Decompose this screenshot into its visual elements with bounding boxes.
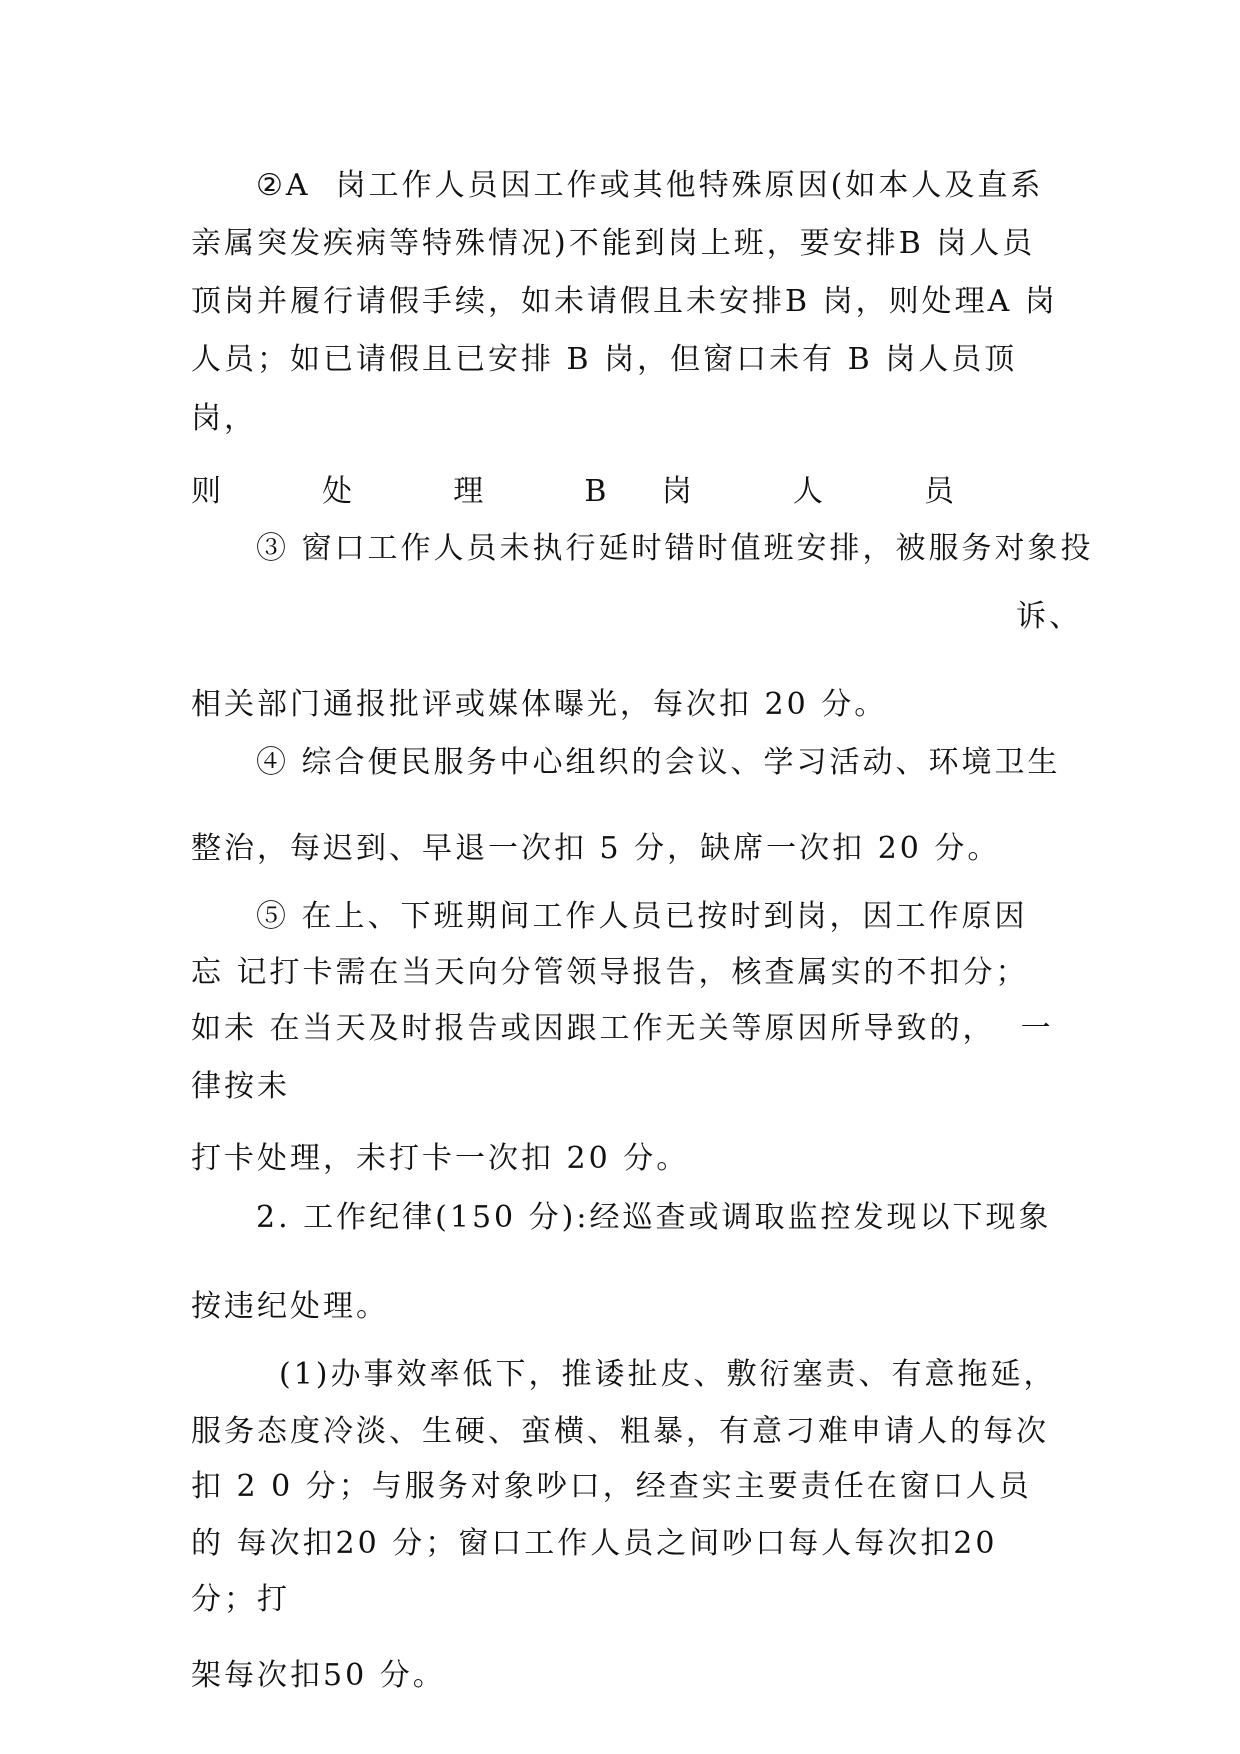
paragraph-line: ②A 岗工作人员因工作或其他特殊原因(如本人及直系 [256,168,1044,203]
section-heading-line: 2. 工作纪律(150 分):经巡查或调取监控发现以下现象 [256,1200,1052,1235]
paragraph-line: 扣 2 0 分；与服务对象吵口，经查实主要责任在窗口人员 [191,1469,1032,1504]
paragraph-line: ⑤ 在上、下班期间工作人员已按时到岗，因工作原因 [256,899,1028,934]
paragraph-line: 打卡处理，未打卡一次扣 20 分。 [191,1141,690,1176]
paragraph-line: 人员；如已请假且已安排 B 岗，但窗口未有 B 岗人员顶 [191,342,1018,377]
paragraph-line: 如未 在当天及时报告或因跟工作无关等原因所导致的， 一 [191,1011,1054,1046]
paragraph-line: 顶岗并履行请假手续，如未请假且未安排B 岗，则处理A 岗 [191,284,1058,319]
paragraph-line: 按违纪处理。 [191,1289,389,1324]
paragraph-line: 分；打 [191,1582,290,1617]
paragraph-line: (1)办事效率低下，推诿扯皮、敷衍塞责、有意拖延， [279,1357,1057,1392]
paragraph-line: 服务态度冷淡、生硬、蛮横、粗暴，有意刁难申请人的每次 [191,1414,1049,1449]
paragraph-line: 忘 记打卡需在当天向分管领导报告，核查属实的不扣分； [191,955,1029,990]
paragraph-line: 整治，每迟到、早退一次扣 5 分，缺席一次扣 20 分。 [191,831,1001,866]
paragraph-line: ④ 综合便民服务中心组织的会议、学习活动、环境卫生 [256,745,1061,780]
paragraph-line: 律按未 [191,1069,290,1104]
paragraph-line: 架每次扣50 分。 [191,1658,446,1693]
paragraph-line: 的 每次扣20 分；窗口工作人员之间吵口每人每次扣20 [191,1526,998,1561]
justified-line: 则 处 理 B 岗 人 员 [191,474,954,509]
paragraph-line: 亲属突发疾病等特殊情况)不能到岗上班，要安排B 岗人员 [191,226,1036,261]
paragraph-line: ③ 窗口工作人员未执行延时错时值班安排，被服务对象投 [256,531,1094,566]
paragraph-line: 岗， [191,401,257,436]
paragraph-line: 相关部门通报批评或媒体曝光，每次扣 20 分。 [191,687,888,722]
paragraph-line: 诉、 [1016,599,1082,634]
